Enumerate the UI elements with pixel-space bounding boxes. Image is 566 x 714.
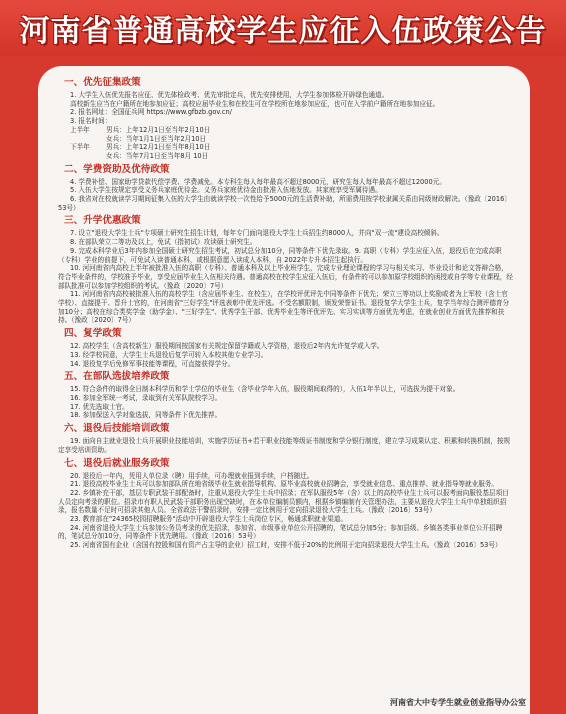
- policy-item: 10. 河河南省内高校上半年被批准入伍的高职（专科）、普通本科及以上毕业班学生，完成专业理论课程的学习与相关实习、毕业设计和论文答辩合格，符合毕业条件的，学校准予毕业，享受应届毕业生入伍相关待遇。普通高校在校学生应征入伍后，有条件的可以参加原学校组织的函授或自学等专业课程，经部队批准可以参加学校组织的考试。（豫政〔2020〕7号）: [58, 264, 513, 290]
- policy-item: 12. 高校学生（含高校新生）服役期间按国家有关规定保留学籍或入学资格，退役后2年内允许复学或入学。: [70, 342, 384, 351]
- schedule-term: 上半年: [70, 125, 90, 134]
- section-heading: 四、复学政策: [64, 328, 122, 340]
- policy-item: 高校新生应当在户籍所在地参加应征；高校应届毕业生和在校生可在学校所在地参加应征，也可在入学前户籍所在地参加应征。: [70, 99, 440, 108]
- policy-item: 25. 河南省国有企业（含国有控股和国有资产占主导的企业）招工时，安排不低于20%的比例用于定向招录退役大学生士兵。（豫政〔2016〕53号）: [70, 541, 502, 550]
- policy-item: 24. 河南省退役大学生士兵参加公务员考录的优先招录，参加省、市级事业单位公开招聘的，笔试总分加5分；参加县级、乡镇各类事业单位公开招聘的，笔试总分加10分，同等条件下优先聘用。（豫政〔2016〕53号）: [58, 523, 503, 541]
- policy-item: 23. 教育部在"24365校园招聘服务"活动中开辟退役大学生士兵岗位专区，畅通求职就业渠道。: [70, 515, 347, 524]
- policy-item: 5. 入伍大学生按规定享受义务兵家庭优待金。义务兵家庭优待金由批准入伍地发放。其家庭享受军属待遇。: [70, 186, 382, 195]
- policy-item: 11. 河河南省内高校被批准入伍的高校学生（含应届毕业生、在校生），在学校评优评先中同等条件下优先；荣立三等功以上奖励或者为上军校（含士官学校）、直接提干、晋升士官的，在河南省"三好学生"评选表彰中优先评选。不受名额限制，颁发荣誉证书。退役复学大学生士兵，复学当年综合测评德育分加10分；高校在综合类奖学金（助学金）、"三好学生"、优秀学生干部、优秀毕业生等评优评先、实习实训等方面优先考虑，在就业创业方面优先推荐和扶持。（豫政〔2020〕7号）: [58, 290, 510, 325]
- notice-content: [58, 74, 514, 550]
- policy-item: 20. 退役后一年内，凭用人单位录（聘）用手续，可办理就业报到手续，户档随迁。: [70, 471, 314, 480]
- schedule-dates: 男兵：上年12月1日至当年8月10日: [106, 143, 211, 152]
- policy-item: 17. 优先选取士官。: [70, 402, 129, 411]
- schedule-term: [58, 152, 106, 161]
- policy-item: 18. 参加保送入学对象选拔，同等条件下优先推荐。: [70, 411, 222, 420]
- policy-item: 19. 面向自主就业退役士兵开展职业技能培训，实施学历证书+若干职业技能等级证书制度和学分银行制度，建立学习成果认定、积累和转换机制，按规定享受培训资助。: [58, 437, 511, 454]
- policy-item: 13. 经学校同意，大学生士兵退役后复学可转入本校其他专业学习。: [70, 350, 268, 359]
- schedule-row: [58, 152, 514, 161]
- schedule-row: [58, 126, 514, 135]
- page-title: 河南省普通高校学生应征入伍政策公告: [19, 14, 547, 49]
- policy-item: 21. 退役高校毕业生士兵可以参加部队所在地省级毕业生就业指导机构、原毕业高校就业招聘会，享受就业信息、重点推荐、就业指导等就业服务。: [70, 480, 498, 489]
- section-heading: 二、学费资助及优待政策: [64, 163, 170, 175]
- policy-item: 1. 大学生入伍优先报名应征、优先体检政考、优先审批定兵，优先安排使用，大学生参加体检开辟绿色通道。: [70, 91, 389, 99]
- policy-item: 22. 乡镇补充干部，基层专职武装干部配备时，注重从退役大学生士兵中招录；在军队服役5年（含）以上的高校毕业生士兵可以报考面向服役基层项目人员定向考录的职位。招录市有职人民武装干部职务出现空缺时，在本单位编制员额内，根据乡镇编制有关管理办法，主要从退役大学生士兵中单独组织招录，报名数量不足时可招录其他人员。全省政法干警招录时，安排一定比例用于定向招录退役大学生士兵。（豫政〔2016〕53号）: [58, 488, 509, 515]
- policy-item: 8. 在部队荣立二等功及以上，免试（指初试）攻读硕士研究生。: [70, 238, 257, 247]
- schedule-term: [58, 135, 106, 144]
- issuer-footer: 河南省大中专学生就业创业指导办公室: [390, 698, 526, 707]
- schedule-dates: 女兵：当年1月1日至当年2月10日: [106, 134, 207, 143]
- section-heading: 六、退役后技能培训政策: [64, 423, 170, 435]
- policy-item: 6. 我省对在校就读学习期间征集入伍的大学生由就读学校一次性给予5000元的生活费补助，所需费用按学校隶属关系由同级财政解决。（豫政〔2016〕53号）: [58, 195, 511, 212]
- section-heading: 一、优先征集政策: [64, 77, 141, 88]
- section-heading: 七、退役后就业服务政策: [64, 457, 170, 469]
- section-heading: 五、在部队选拔培养政策: [64, 371, 170, 383]
- schedule-row: [58, 143, 514, 152]
- policy-item: 3. 报名时间：: [70, 117, 112, 126]
- section-heading: 三、升学优惠政策: [64, 215, 141, 227]
- policy-item: 7. 设立"退役大学生士兵"专项硕士研究生招生计划，每年专门面向退役大学生士兵招生约8000人，并向"双一流"建设高校倾斜。: [70, 229, 444, 238]
- schedule-dates: 女兵：当年7月1日至当年8月 10日: [106, 151, 209, 160]
- policy-item: 4. 学费补偿、国家助学贷款代偿学费、学费减免。本专科生每人每年最高不超过8000元，研究生每人每年最高不超过12000元。: [70, 177, 446, 186]
- schedule-dates: 男兵：上年12月1日至当年2月10日: [106, 125, 211, 134]
- policy-item: 9. 完成本科学业后3年内参加全国硕士研究生招生考试，初试总分加10分，同等条件下优先录取。9. 高职（专科）学生应征入伍，退役后在完成高职（专科）学业的前提下，可免试入读普通本科，或根据意愿入读成人本科，自 2022年专升本招生起执行。: [58, 246, 502, 264]
- policy-item: 15. 符合条件的取得全日制本科学历和学士学位的毕业生（含毕业学年入伍，服役期间取得的），入伍1年半以上，可选拔为提干对象。: [70, 385, 460, 394]
- schedule-term: 下半年: [70, 143, 90, 152]
- policy-item: 14. 退役复学后免修军事技能等课程，可直接获得学分。: [70, 359, 235, 368]
- schedule-row: [58, 135, 514, 144]
- policy-item: 2. 报名网址：全国征兵网 https://www.gfbzb.gov.cn/: [70, 108, 232, 117]
- policy-item: 16. 参加全军统一考试，录取到有关军队院校学习。: [70, 393, 222, 402]
